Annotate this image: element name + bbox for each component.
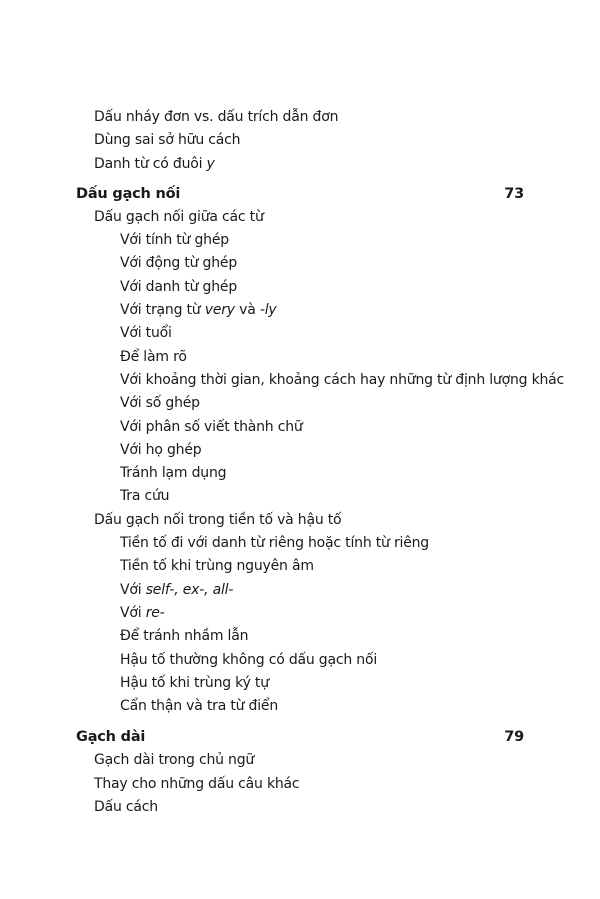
- toc-entry: [0, 439, 600, 462]
- section-title: Gạch dài: [76, 729, 146, 746]
- entry-text: Hậu tố thường không có dấu gạch nối: [120, 651, 378, 668]
- entry-text: Với tuổi: [120, 325, 172, 342]
- toc-entry: [0, 129, 600, 152]
- toc-entry: [0, 602, 600, 625]
- entry-text-italic: y: [206, 155, 215, 172]
- toc-entry: [0, 649, 600, 672]
- toc-entry: [0, 299, 600, 322]
- entry-text: Cẩn thận và tra từ điển: [120, 698, 279, 715]
- toc-entry: [0, 369, 600, 392]
- toc-entry: [0, 555, 600, 578]
- section-page-number: 79: [504, 729, 524, 746]
- toc-entry: [0, 749, 600, 772]
- table-of-contents: [0, 106, 600, 819]
- entry-text-italic: very: [204, 302, 235, 319]
- entry-text: Với phân số viết thành chữ: [120, 418, 303, 435]
- intro-entries: [0, 106, 600, 176]
- toc-entry: [0, 532, 600, 555]
- section-page-number: 73: [504, 185, 524, 202]
- toc-entry: [0, 796, 600, 819]
- entry-text: Với danh từ ghép: [120, 278, 238, 295]
- toc-entry: [0, 462, 600, 485]
- subsection-title: Dấu gạch nối trong tiền tố và hậu tố: [94, 511, 342, 528]
- entry-text: Với: [120, 581, 146, 598]
- entry-text-italic: re-: [145, 604, 165, 621]
- entry-text: và: [234, 302, 260, 319]
- toc-entry: [0, 252, 600, 275]
- toc-entry: [0, 153, 600, 176]
- entry-text-italic: self-, ex-, all-: [145, 581, 234, 598]
- entry-text: Dấu nháy đơn vs. dấu trích dẫn đơn: [94, 109, 339, 125]
- entry-text: Với số ghép: [120, 395, 200, 412]
- section-heading-dash: [0, 725, 524, 749]
- section-heading-hyphen: [0, 182, 524, 206]
- toc-entry: [0, 579, 600, 602]
- toc-entry: [0, 346, 600, 369]
- entry-text: Dùng sai sở hữu cách: [94, 132, 241, 149]
- section-title: Dấu gạch nối: [76, 185, 181, 202]
- entry-text: Danh từ có đuôi: [94, 155, 207, 172]
- toc-entry: [0, 773, 600, 796]
- entry-text: Tra cứu: [120, 488, 170, 505]
- entry-text: Với trạng từ: [120, 302, 205, 319]
- entry-text: Gạch dài trong chủ ngữ: [94, 752, 255, 769]
- toc-entry: [0, 276, 600, 299]
- entry-text: Dấu cách: [94, 799, 158, 816]
- entry-text: Với tính từ ghép: [120, 232, 229, 249]
- subsection-title: Dấu gạch nối giữa các từ: [94, 208, 264, 225]
- toc-entry: [0, 106, 600, 129]
- toc-entry: [0, 485, 600, 508]
- entry-text: Tránh lạm dụng: [120, 465, 227, 482]
- entry-text: Tiền tố đi với danh từ riêng hoặc tính từ riêng: [120, 535, 429, 552]
- toc-entry: [0, 229, 600, 252]
- subsection-entries-words: [0, 229, 600, 509]
- toc-entry: [0, 416, 600, 439]
- entry-text: Hậu tố khi trùng ký tự: [120, 674, 269, 691]
- entry-text: Với khoảng thời gian, khoảng cách hay những từ định lượng khác: [120, 371, 565, 388]
- toc-entry: [0, 672, 600, 695]
- toc-entry: [0, 695, 600, 718]
- entry-text: Với: [120, 604, 146, 621]
- entry-text: Tiền tố khi trùng nguyên âm: [120, 558, 314, 575]
- entry-text: Để tránh nhầm lẫn: [120, 628, 249, 645]
- entry-text: Với động từ ghép: [120, 255, 238, 272]
- dash-entries: [0, 749, 600, 819]
- subsection-entries-affixes: [0, 532, 600, 718]
- toc-entry: [0, 392, 600, 415]
- entry-text: Thay cho những dấu câu khác: [94, 775, 300, 792]
- entry-text-italic: -ly: [259, 302, 277, 319]
- entry-text: Với họ ghép: [120, 441, 202, 458]
- entry-text: Để làm rõ: [120, 348, 187, 365]
- toc-entry: [0, 322, 600, 345]
- toc-entry: [0, 625, 600, 648]
